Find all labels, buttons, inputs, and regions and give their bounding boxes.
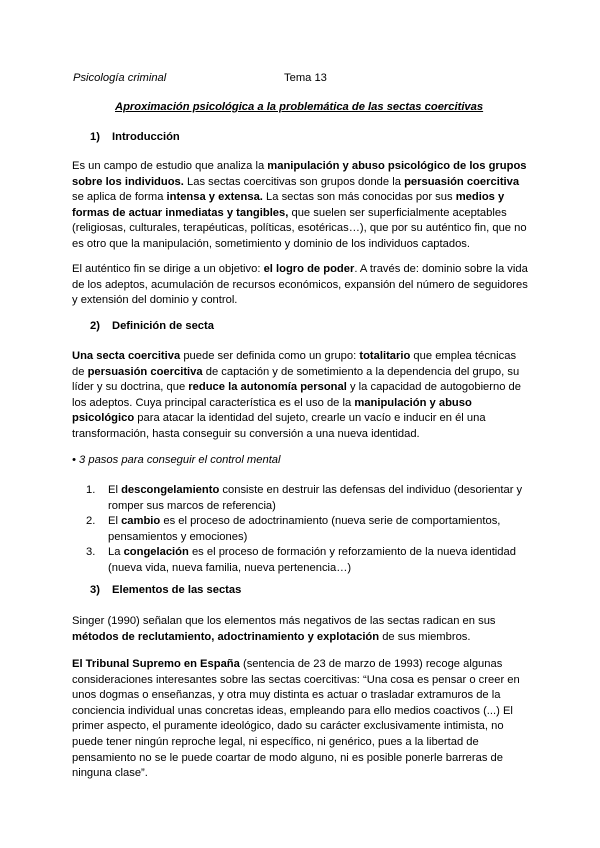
text-run: . A través de: dominio sobre la vida de los adeptos, acumulación de recursos económicos, expansión del número de seguidores y extensión del dominio y control.	[72, 263, 528, 307]
text-run: (sentencia de 23 de marzo de 1993) recoge algunas consideraciones interesantes sobre las sectas coercitivas: “Una cosa es pensar o creer en unos dogmas o enseñanzas, y otra muy distinta es actuar o trasladar extramuros de la conciencia individual unas concretas ideas, empleando para ello medios coactivos (...) El primer aspecto, el puramente ideológico, dado su carácter exclusivamente intimista, no puede tener ningún reproche legal, ni específico, ni genérico, pues a la libertad de pensamiento no se le puede coartar de modo alguno, ni es posible ponerle barreras de ninguna clase”.	[72, 658, 520, 780]
section-heading-elementos	[90, 584, 241, 596]
text-run: Singer (1990) señalan que los elementos más negativos de las sectas radican en sus	[72, 615, 496, 627]
bold-run: persuasión coercitiva	[404, 175, 520, 188]
text-run: y la capacidad de autogobierno de los adeptos. Cuya principal característica es el uso de la	[72, 381, 522, 409]
text-run: consiste en destruir las defensas del individuo (desorientar y romper sus marcos de referencia)	[108, 484, 523, 512]
section-number: 2)	[90, 320, 100, 332]
text-run: es el proceso de adoctrinamiento (nueva serie de comportamientos, pensamientos y emociones)	[108, 515, 501, 543]
text-run: de sus miembros.	[379, 630, 471, 643]
section-heading-definicion	[90, 320, 214, 332]
paragraph-definicion	[72, 349, 528, 443]
bold-run: cambio	[121, 515, 161, 528]
section-number: 1)	[90, 131, 100, 143]
text-run: El	[108, 515, 122, 528]
section-heading-introduccion	[90, 131, 180, 143]
text-run: para atacar la identidad del sujeto, crearle un vacío e inducir en él una transformación, hasta conseguir su conversión a una nueva identidad.	[72, 412, 486, 440]
text-run: que emplea técnicas de	[72, 350, 517, 378]
text-run: puede ser definida como un grupo:	[180, 350, 360, 362]
section-title: Definición de secta	[112, 320, 214, 332]
text-run: Las sectas coercitivas son grupos donde la	[183, 175, 405, 188]
bold-run: congelación	[123, 546, 189, 559]
text-run: se aplica de forma	[72, 191, 167, 204]
bold-run: persuasión coercitiva	[87, 365, 203, 378]
bullet-control-mental: • 3 pasos para conseguir el control mental	[72, 454, 281, 466]
text-run: que suelen ser superficialmente aceptables (religiosas, culturales, terapéuticas, políticas, esotéricas…), que por su auténtico fin, que no es otro que la manipulación, sometimiento y dominio de los individuos captados.	[72, 206, 527, 250]
bold-run: totalitario	[359, 350, 411, 362]
bold-run: el logro de poder	[263, 263, 355, 275]
bold-run: medios y formas de actuar inmediatas y tangibles,	[72, 191, 505, 219]
paragraph-tribunal	[72, 657, 532, 782]
section-title: Elementos de las sectas	[112, 584, 242, 596]
text-run: Es un campo de estudio que analiza la	[72, 160, 268, 172]
bold-run: Una secta coercitiva	[72, 350, 181, 362]
list-number: 3.	[86, 546, 96, 559]
text-run: La sectas son más conocidas por sus	[262, 191, 456, 204]
header-topic: Tema 13	[284, 72, 327, 84]
list-number: 2.	[86, 515, 96, 528]
bold-run: manipulación y abuso psicológico	[72, 396, 472, 425]
bold-run: descongelamiento	[121, 484, 220, 496]
bold-run: métodos de reclutamiento, adoctrinamiento y explotación	[72, 630, 380, 643]
steps-list	[86, 483, 526, 577]
bold-run: manipulación y abuso psicológico de los grupos sobre los individuos.	[72, 160, 527, 188]
list-item	[86, 545, 526, 576]
text-run: El	[108, 484, 122, 496]
bold-run: reduce la autonomía personal	[188, 381, 347, 394]
bold-run: intensa y extensa.	[166, 191, 263, 204]
list-number: 1.	[86, 484, 96, 496]
list-item	[86, 514, 526, 545]
section-number: 3)	[90, 584, 100, 596]
section-title: Introducción	[112, 131, 180, 143]
text-run: El auténtico fin se dirige a un objetivo:	[72, 263, 264, 275]
bold-run: El Tribunal Supremo en España	[72, 658, 240, 670]
text-run: es el proceso de formación y reforzamiento de la nueva identidad (nueva vida, nueva familia, nueva pertenencia…)	[108, 546, 516, 574]
list-item	[86, 483, 526, 514]
text-run: de captación y de sometimiento a la dependencia del grupo, su líder y su doctrina, que	[72, 365, 520, 394]
paragraph-intro-2	[72, 262, 530, 309]
header-subject: Psicología criminal	[73, 72, 167, 84]
paragraph-intro-1	[72, 159, 534, 253]
text-run: La	[108, 546, 124, 559]
paragraph-singer	[72, 614, 524, 645]
document-title: Aproximación psicológica a la problemática de las sectas coercitivas	[115, 101, 484, 113]
